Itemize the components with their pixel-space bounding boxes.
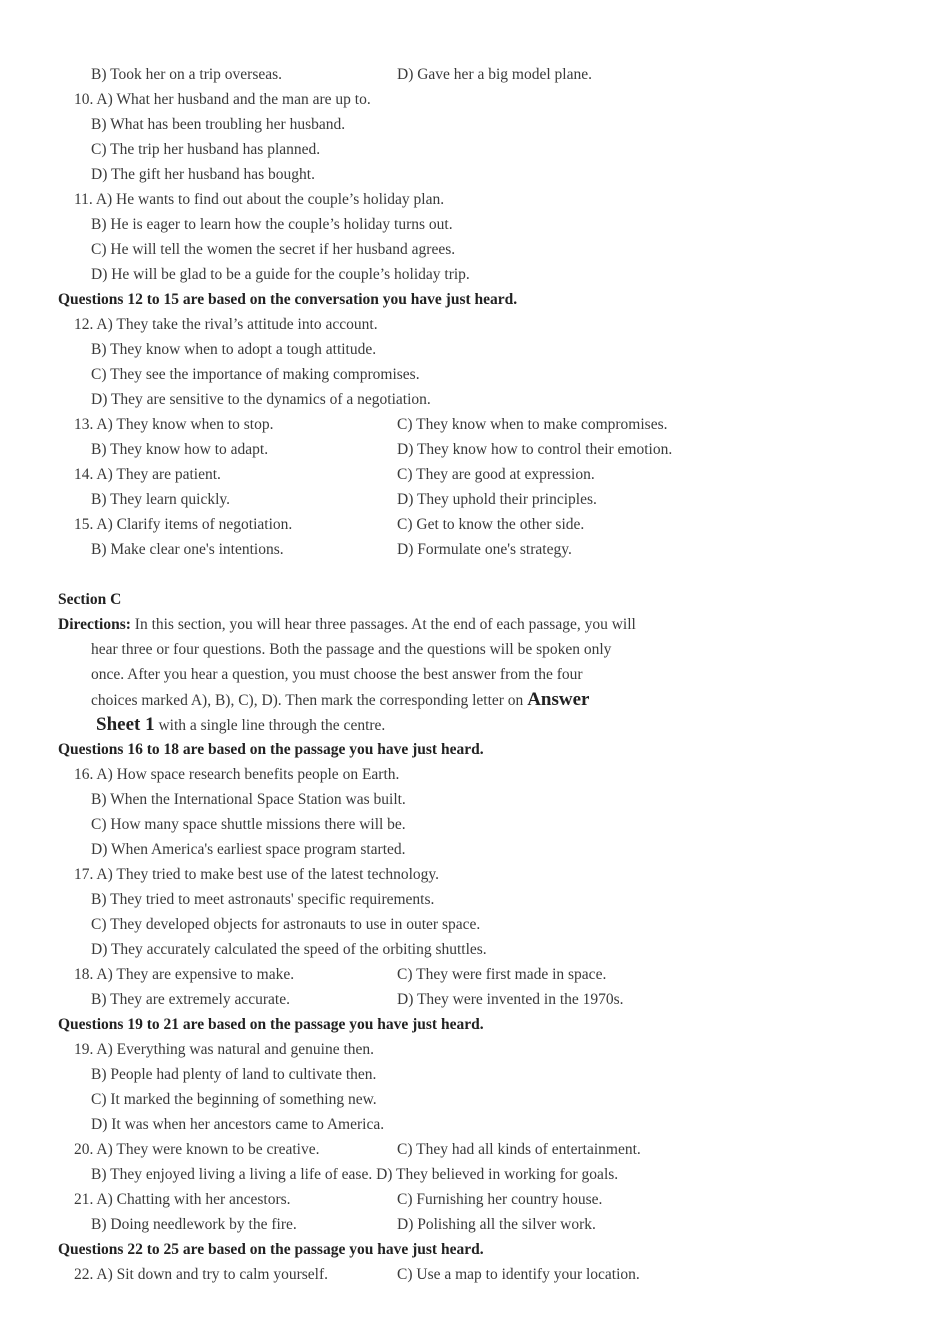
question-line	[0, 62, 950, 87]
answer-option: D) He will be glad to be a guide for the couple’s holiday trip.	[91, 266, 470, 283]
question-line	[0, 162, 950, 187]
question-line	[0, 1187, 950, 1212]
answer-option-left: B) They know how to adapt.	[91, 441, 269, 458]
question-line	[0, 362, 950, 387]
answer-option-right: D) They know how to control their emotion.	[397, 441, 673, 458]
answer-option-right: C) Get to know the other side.	[397, 516, 585, 533]
directions	[0, 612, 950, 637]
question-option-left: 13. A) They know when to stop.	[74, 416, 274, 433]
answer-option-left: B) Make clear one's intentions.	[91, 541, 284, 558]
answer-option-right: C) They had all kinds of entertainment.	[397, 1141, 641, 1158]
answer-option: C) It marked the beginning of something new.	[91, 1091, 377, 1108]
answer-option-left: B) They are extremely accurate.	[91, 991, 290, 1008]
question-line	[0, 462, 950, 487]
question-line	[0, 387, 950, 412]
question-line	[0, 237, 950, 262]
question-line	[0, 1037, 950, 1062]
answer-option-left: B) Doing needlework by the fire.	[91, 1216, 297, 1233]
question-option-left: 20. A) They were known to be creative.	[74, 1141, 320, 1158]
answer-option-left: B) Took her on a trip overseas.	[91, 66, 283, 83]
answer-option: D) They are sensitive to the dynamics of a negotiation.	[91, 391, 431, 408]
sheet-word: Sheet 1	[96, 714, 155, 735]
answer-option: B) What has been troubling her husband.	[91, 116, 346, 133]
question-line	[0, 962, 950, 987]
question-group-heading	[0, 737, 950, 762]
answer-option-right: C) They know when to make compromises.	[397, 416, 668, 433]
question-line	[0, 787, 950, 812]
question-line	[0, 437, 950, 462]
section-c	[0, 587, 950, 737]
question-line	[0, 1087, 950, 1112]
question-option-left: 14. A) They are patient.	[74, 466, 221, 483]
question-line	[0, 1137, 950, 1162]
heading-text: Questions 12 to 15 are based on the conversation you have just heard.	[58, 291, 518, 308]
listening-questions-part-b	[0, 62, 950, 562]
answer-option: B) When the International Space Station was built.	[91, 791, 406, 808]
answer-option: C) They developed objects for astronauts to use in outer space.	[91, 916, 481, 933]
question-option: 16. A) How space research benefits people on Earth.	[74, 766, 400, 783]
answer-option: B) People had plenty of land to cultivate then.	[91, 1066, 377, 1083]
question-line	[0, 137, 950, 162]
answer-option: D) The gift her husband has bought.	[91, 166, 315, 183]
answer-option-right: D) Formulate one's strategy.	[397, 541, 572, 558]
answer-option: B) They tried to meet astronauts' specific requirements.	[91, 891, 435, 908]
question-option: 19. A) Everything was natural and genuine then.	[74, 1041, 375, 1058]
heading-text: Questions 16 to 18 are based on the passage you have just heard.	[58, 741, 484, 758]
section-title: Section C	[58, 591, 122, 608]
question-line	[0, 87, 950, 112]
question-line	[0, 937, 950, 962]
answer-option: D) They accurately calculated the speed of the orbiting shuttles.	[91, 941, 487, 958]
answer-option-right: C) They are good at expression.	[397, 466, 595, 483]
answer-option-right: C) Furnishing her country house.	[397, 1191, 603, 1208]
question-line	[0, 887, 950, 912]
directions-text-3: once. After you hear a question, you must choose the best answer from the four	[91, 666, 583, 683]
question-option-left: 18. A) They are expensive to make.	[74, 966, 295, 983]
question-option-left: 15. A) Clarify items of negotiation.	[74, 516, 293, 533]
question-line	[0, 1162, 950, 1187]
question-option: 10. A) What her husband and the man are up to.	[74, 91, 371, 108]
answer-option: C) He will tell the women the secret if her husband agrees.	[91, 241, 456, 258]
heading-text: Questions 22 to 25 are based on the passage you have just heard.	[58, 1241, 484, 1258]
question-option: 12. A) They take the rival’s attitude into account.	[74, 316, 378, 333]
question-line	[0, 837, 950, 862]
exam-page	[0, 62, 950, 1287]
question-group-heading	[0, 287, 950, 312]
question-option-left: 22. A) Sit down and try to calm yourself.	[74, 1266, 328, 1283]
question-line	[0, 112, 950, 137]
heading-text: Questions 19 to 21 are based on the passage you have just heard.	[58, 1016, 484, 1033]
question-line	[0, 337, 950, 362]
directions-text-1: In this section, you will hear three passages. At the end of each passage, you will	[130, 616, 636, 633]
directions-text-2: hear three or four questions. Both the passage and the questions will be spoken only	[91, 641, 612, 658]
question-option: 11. A) He wants to find out about the couple’s holiday plan.	[74, 191, 445, 208]
question-line	[0, 987, 950, 1012]
section-gap	[0, 562, 950, 587]
answer-option-right: D) Polishing all the silver work.	[397, 1216, 596, 1233]
answer-option-right: D) They were invented in the 1970s.	[397, 991, 624, 1008]
answer-option: B) They know when to adopt a tough attitude.	[91, 341, 377, 358]
question-line	[0, 1212, 950, 1237]
answer-option-right: C) Use a map to identify your location.	[397, 1266, 640, 1283]
answer-option: C) How many space shuttle missions there will be.	[91, 816, 406, 833]
question-line	[0, 1062, 950, 1087]
question-line	[0, 912, 950, 937]
answer-option-right: D) They uphold their principles.	[397, 491, 597, 508]
question-group-heading	[0, 1237, 950, 1262]
answer-option-right: D) Gave her a big model plane.	[397, 66, 592, 83]
question-line	[0, 862, 950, 887]
question-line	[0, 312, 950, 337]
question-line	[0, 187, 950, 212]
listening-questions-part-c	[0, 737, 950, 1287]
directions-text-4: choices marked A), B), C), D). Then mark the corresponding letter on	[91, 692, 528, 709]
directions-label: Directions:	[58, 616, 131, 633]
answer-option-left: B) They learn quickly.	[91, 491, 231, 508]
question-line	[0, 512, 950, 537]
answer-word: Answer	[527, 689, 590, 710]
answer-option: C) The trip her husband has planned.	[91, 141, 321, 158]
question-option: 17. A) They tried to make best use of the latest technology.	[74, 866, 440, 883]
answer-option: C) They see the importance of making compromises.	[91, 366, 420, 383]
question-line	[0, 487, 950, 512]
question-line	[0, 262, 950, 287]
question-line	[0, 412, 950, 437]
question-group-heading	[0, 1012, 950, 1037]
answer-option-right: C) They were first made in space.	[397, 966, 607, 983]
question-option-left: 21. A) Chatting with her ancestors.	[74, 1191, 291, 1208]
question-line	[0, 537, 950, 562]
question-line	[0, 762, 950, 787]
directions-text-5: with a single line through the centre.	[154, 717, 386, 734]
answer-option: D) When America's earliest space program started.	[91, 841, 406, 858]
question-line	[0, 812, 950, 837]
question-line	[0, 212, 950, 237]
answer-option: B) He is eager to learn how the couple’s holiday turns out.	[91, 216, 453, 233]
question-line	[0, 1262, 950, 1287]
answer-option: D) It was when her ancestors came to America.	[91, 1116, 385, 1133]
answer-option: B) They enjoyed living a living a life of ease. D) They believed in working for goals.	[91, 1166, 619, 1183]
question-line	[0, 1112, 950, 1137]
